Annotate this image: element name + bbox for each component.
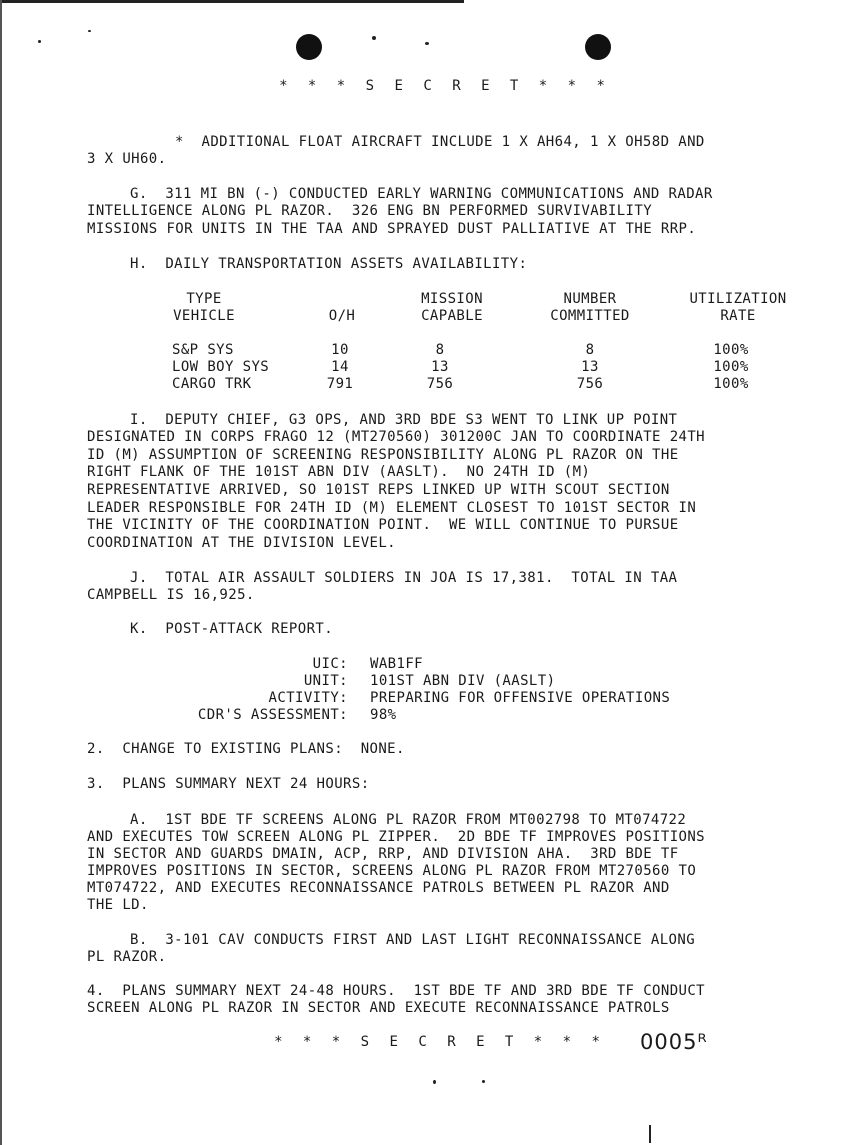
col-header: RATE bbox=[720, 308, 756, 324]
report-label: ACTIVITY: bbox=[268, 690, 348, 706]
col-header: COMMITTED bbox=[550, 308, 630, 324]
para-j-line: J. TOTAL AIR ASSAULT SOLDIERS IN JOA IS 17,381. TOTAL IN TAA bbox=[130, 570, 678, 586]
cell-rate: 100% bbox=[713, 359, 749, 375]
report-value: 101ST ABN DIV (AASLT) bbox=[370, 673, 556, 689]
cell-mission-capable: 13 bbox=[431, 359, 449, 375]
cell-oh: 10 bbox=[331, 342, 349, 358]
page-number: 0005ᴿ bbox=[640, 1030, 708, 1054]
cell-mission-capable: 756 bbox=[426, 376, 454, 392]
para-i-line: RIGHT FLANK OF THE 101ST ABN DIV (AASLT). NO 24TH ID (M) bbox=[87, 464, 591, 480]
speck bbox=[38, 40, 41, 43]
punch-hole-left bbox=[296, 34, 322, 60]
report-label: UIC: bbox=[312, 656, 348, 672]
para-i-line: COORDINATION AT THE DIVISION LEVEL. bbox=[87, 535, 397, 551]
cell-committed: 8 bbox=[585, 342, 595, 358]
classification-top: * * * S E C R E T * * * bbox=[279, 78, 611, 94]
para-i-line: THE VICINITY OF THE COORDINATION POINT. WE WILL CONTINUE TO PURSUE bbox=[87, 517, 679, 533]
col-header: O/H bbox=[328, 308, 356, 324]
cell-committed: 13 bbox=[581, 359, 599, 375]
para-g-line: MISSIONS FOR UNITS IN THE TAA AND SPRAYED DUST PALLIATIVE AT THE RRP. bbox=[87, 221, 697, 237]
para-k-heading: K. POST-ATTACK REPORT. bbox=[130, 621, 334, 637]
section-3a-line: THE LD. bbox=[87, 897, 149, 913]
cell-oh: 791 bbox=[326, 376, 354, 392]
para-j-line: CAMPBELL IS 16,925. bbox=[87, 587, 255, 603]
section-3a-line: MT074722, AND EXECUTES RECONNAISSANCE PATROLS BETWEEN PL RAZOR AND bbox=[87, 880, 670, 896]
speck bbox=[482, 1080, 485, 1083]
punch-hole-right bbox=[585, 34, 611, 60]
para-g-line: INTELLIGENCE ALONG PL RAZOR. 326 ENG BN PERFORMED SURVIVABILITY bbox=[87, 203, 653, 219]
cell-mission-capable: 8 bbox=[435, 342, 445, 358]
section-3a-line: IN SECTOR AND GUARDS DMAIN, ACP, RRP, AND DIVISION AHA. 3RD BDE TF bbox=[87, 846, 679, 862]
col-header: VEHICLE bbox=[173, 308, 235, 324]
report-value: WAB1FF bbox=[370, 656, 423, 672]
note-line: 3 X UH60. bbox=[87, 151, 167, 167]
classification-bottom: * * * S E C R E T * * * bbox=[274, 1034, 606, 1050]
speck bbox=[425, 42, 429, 45]
section-3a-line: IMPROVES POSITIONS IN SECTOR, SCREENS ALONG PL RAZOR FROM MT270560 TO bbox=[87, 863, 697, 879]
col-header: UTILIZATION bbox=[689, 291, 787, 307]
para-i-line: ID (M) ASSUMPTION OF SCREENING RESPONSIBILITY ALONG PL RAZOR ON THE bbox=[87, 447, 679, 463]
para-i-line: REPRESENTATIVE ARRIVED, SO 101ST REPS LINKED UP WITH SCOUT SECTION bbox=[87, 482, 670, 498]
scan-mark bbox=[649, 1125, 651, 1143]
report-label: CDR'S ASSESSMENT: bbox=[197, 707, 348, 723]
para-i-line: I. DEPUTY CHIEF, G3 OPS, AND 3RD BDE S3 WENT TO LINK UP POINT bbox=[130, 412, 678, 428]
col-header: NUMBER bbox=[563, 291, 617, 307]
speck bbox=[372, 36, 376, 40]
para-h-heading: H. DAILY TRANSPORTATION ASSETS AVAILABILITY: bbox=[130, 256, 528, 272]
para-i-line: DESIGNATED IN CORPS FRAGO 12 (MT270560) 301200C JAN TO COORDINATE 24TH bbox=[87, 429, 706, 445]
section-4-line: 4. PLANS SUMMARY NEXT 24-48 HOURS. 1ST BDE TF AND 3RD BDE TF CONDUCT bbox=[87, 983, 706, 999]
col-header: TYPE bbox=[186, 291, 222, 307]
section-3b-line: PL RAZOR. bbox=[87, 949, 167, 965]
section-4-line: SCREEN ALONG PL RAZOR IN SECTOR AND EXECUTE RECONNAISSANCE PATROLS bbox=[87, 1000, 670, 1016]
section-3a-line: AND EXECUTES TOW SCREEN ALONG PL ZIPPER. 2D BDE TF IMPROVES POSITIONS bbox=[87, 829, 706, 845]
speck bbox=[433, 1080, 436, 1084]
col-header: CAPABLE bbox=[421, 308, 483, 324]
para-g-line: G. 311 MI BN (-) CONDUCTED EARLY WARNING COMMUNICATIONS AND RADAR bbox=[130, 186, 713, 202]
report-label: UNIT: bbox=[303, 673, 348, 689]
cell-type: LOW BOY SYS bbox=[172, 359, 270, 375]
scan-edge-left bbox=[0, 0, 2, 1145]
col-header: MISSION bbox=[421, 291, 483, 307]
scan-edge-top bbox=[0, 0, 464, 3]
report-value: 98% bbox=[370, 707, 397, 723]
report-value: PREPARING FOR OFFENSIVE OPERATIONS bbox=[370, 690, 671, 706]
cell-committed: 756 bbox=[576, 376, 604, 392]
section-3a-line: A. 1ST BDE TF SCREENS ALONG PL RAZOR FROM MT002798 TO MT074722 bbox=[130, 812, 687, 828]
cell-type: CARGO TRK bbox=[172, 376, 252, 392]
para-i-line: LEADER RESPONSIBLE FOR 24TH ID (M) ELEMENT CLOSEST TO 101ST SECTOR IN bbox=[87, 500, 697, 516]
section-3-heading: 3. PLANS SUMMARY NEXT 24 HOURS: bbox=[87, 776, 370, 792]
cell-rate: 100% bbox=[713, 342, 749, 358]
speck bbox=[88, 30, 91, 32]
section-3b-line: B. 3-101 CAV CONDUCTS FIRST AND LAST LIGHT RECONNAISSANCE ALONG bbox=[130, 932, 696, 948]
cell-rate: 100% bbox=[713, 376, 749, 392]
note-line: * ADDITIONAL FLOAT AIRCRAFT INCLUDE 1 X AH64, 1 X OH58D AND bbox=[175, 134, 705, 150]
section-2: 2. CHANGE TO EXISTING PLANS: NONE. bbox=[87, 741, 405, 757]
cell-type: S&P SYS bbox=[172, 342, 234, 358]
cell-oh: 14 bbox=[331, 359, 349, 375]
